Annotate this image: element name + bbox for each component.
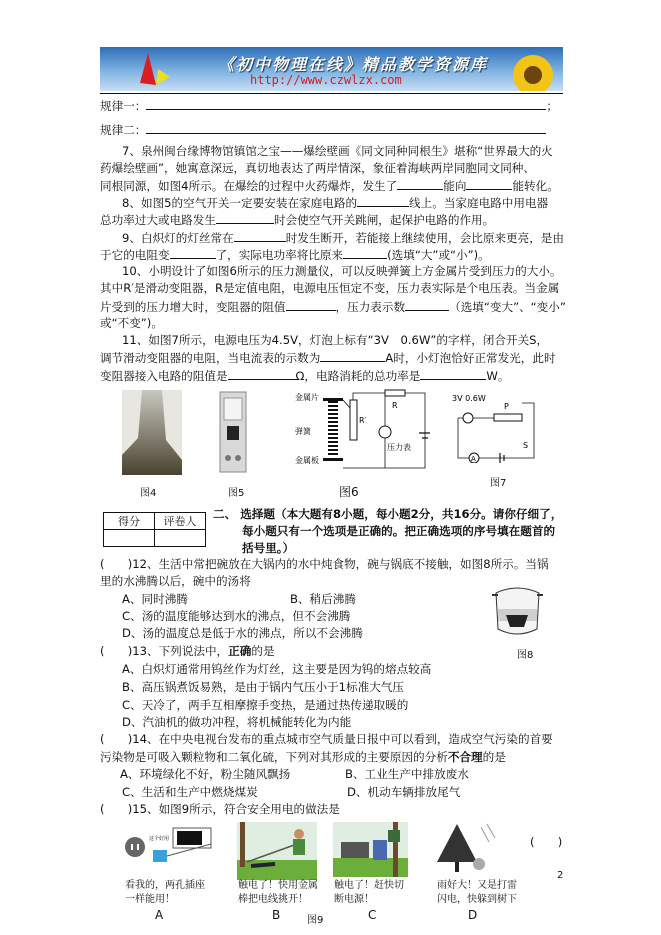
line-text: 9、白炽灯的灯丝常在 — [122, 231, 234, 245]
line-text: 11、如图7所示，电源电压为4.5V，灯泡上标有“3V 0.6W”的字样，闭合开关S， — [122, 333, 549, 347]
line-text: 线上。当家庭电路中用电器 — [409, 196, 549, 210]
line-text: 总功率过大或电路发生 — [100, 213, 216, 227]
figure-5-caption: 图5 — [228, 488, 245, 499]
figure-4-caption: 图4 — [140, 488, 157, 499]
ammeter-label: A — [471, 455, 476, 463]
grader-cell[interactable] — [155, 530, 206, 547]
line-text: Ω，电路消耗的总功率是 — [295, 369, 421, 383]
q15-option-letter[interactable]: D — [468, 908, 478, 922]
fill-line — [100, 280, 559, 296]
figure-6-caption: 图6 — [339, 485, 359, 499]
line-text: ，压力表示数 — [335, 300, 406, 314]
q13-emphasis: 正确 — [228, 644, 252, 658]
fill-line — [100, 160, 535, 176]
fill-line — [122, 229, 564, 246]
section-2-heading — [213, 506, 562, 557]
socket-sign: 这个好用 — [149, 836, 170, 842]
q15-option-caption: 触电了！快用金属 — [238, 880, 318, 891]
logo-icon — [130, 47, 190, 91]
label-pressure-meter: 压力表 — [387, 443, 411, 452]
line-text: 片受到的压力增大时，变阻器的阻值 — [100, 300, 286, 314]
q14-emphasis: 不合理 — [447, 750, 483, 764]
label-bulb-rating: 3V 0.6W — [452, 394, 486, 403]
fill-line — [100, 211, 494, 228]
fill-line — [122, 143, 553, 159]
line-text: 其中R′是滑动变阻器，R是定值电阻，电源电压恒定不变，压力表实际是个电压表。当金属 — [100, 281, 560, 295]
fill-line — [122, 332, 548, 348]
fill-line — [100, 97, 558, 114]
q13-option-d[interactable]: D、汽油机的做功冲程，将机械能转化为内能 — [122, 715, 352, 729]
q15-option-caption: 雨好大！又是打雷 — [437, 880, 517, 891]
fill-line — [100, 298, 566, 315]
q12-option-c[interactable]: C、汤的温度能够达到水的沸点，但不会沸腾 — [122, 609, 351, 623]
q13-stem-end: 的是 — [251, 644, 275, 658]
line-text: 8、如图5的空气开关一定要安装在家庭电路的 — [122, 196, 358, 210]
answer-blank[interactable] — [228, 367, 296, 380]
line-text: 能转化。 — [512, 179, 559, 193]
q12-option-b[interactable]: B、稍后沸腾 — [290, 592, 356, 606]
banner-title: 《初中物理在线》精品教学资源库 — [218, 55, 489, 74]
grader-header: 评卷人 — [155, 513, 206, 530]
line-text: W。 — [486, 369, 510, 383]
fill-line — [122, 263, 562, 279]
q15-option-caption: 棒把电线挑开！ — [238, 894, 308, 905]
line-text: 同根同源，如图4所示。在爆绘的过程中火药爆炸，发生了 — [100, 179, 398, 193]
line-text: 了，实际电功率将比原来 — [215, 248, 344, 262]
q13-stem-text: ( )13、下列说法中， — [100, 644, 229, 658]
figure-8-pot-image — [490, 585, 545, 637]
line-text: 规律一： — [100, 99, 147, 113]
q15-option-caption: 闪电，快躲到树下 — [437, 894, 517, 905]
answer-blank[interactable] — [146, 97, 546, 110]
q15-option-c-image — [333, 822, 408, 877]
answer-blank[interactable] — [234, 229, 286, 242]
answer-blank[interactable] — [286, 298, 336, 311]
label-spring: 弹簧 — [295, 427, 311, 436]
answer-blank[interactable] — [357, 194, 409, 207]
q14-option-d[interactable]: D、机动车辆排放尾气 — [347, 785, 461, 799]
q12-option-a[interactable]: A、同时沸腾 — [122, 592, 188, 606]
label-r: R — [392, 401, 398, 410]
q15-option-b-image — [237, 822, 317, 880]
q12-stem: ( )12、生活中常把碗放在大锅内的水中炖食物，碗与锅底不接触，如图8所示。当锅 — [100, 557, 549, 571]
line-text: 药爆绘壁画”，她寓意深远，真切地表达了两岸情深，象征着海峡两岸同胞同文同种、 — [100, 161, 535, 175]
q14-stem-end: 的是 — [482, 750, 506, 764]
line-text: （选填“变大”、“变小” — [449, 300, 566, 314]
q12-option-d[interactable]: D、汤的温度总是低于水的沸点，所以不会沸腾 — [122, 626, 363, 640]
q13-option-c[interactable]: C、天冷了，两手互相摩擦手变热，是通过热传递取暖的 — [122, 698, 409, 712]
label-s: S — [523, 441, 529, 450]
section-2-line: 二、 选择题（本大题有8小题，每小题2分，共16分。请你仔细了， — [213, 507, 563, 521]
q12-stem-cont: 里的水沸腾以后，碗中的汤将 — [100, 574, 251, 588]
q14-option-c[interactable]: C、生活和生产中燃烧煤炭 — [122, 785, 258, 799]
q13-stem — [100, 643, 275, 659]
q15-option-caption: 一样能用！ — [125, 894, 175, 905]
figure-9-caption: 图9 — [307, 915, 324, 926]
q14-stem-text: 污染物是可吸入颗粒物和二氧化硫，下列对其形成的主要原因的分析 — [100, 750, 448, 764]
fill-line — [122, 194, 548, 211]
page-number: 2 — [557, 870, 564, 881]
q14-option-a[interactable]: A、环境绿化不好，粉尘随风飘扬 — [120, 767, 291, 781]
fill-line — [100, 349, 556, 366]
fill-line — [100, 367, 509, 384]
line-text: 7、泉州闽台缘博物馆镇馆之宝——爆绘壁画《同文同种同根生》堪称“世界最大的火 — [122, 144, 553, 158]
q15-option-caption: 看我的，两孔插座 — [125, 880, 205, 891]
q15-option-caption: 断电源！ — [334, 894, 374, 905]
q13-option-b[interactable]: B、高压锅煮饭易熟，是由于锅内气压小于1标准大气压 — [122, 680, 404, 694]
score-table — [103, 512, 206, 547]
figure-7-caption: 图7 — [490, 478, 507, 489]
q15-option-d-image — [437, 822, 497, 872]
line-text: 时发生断开，若能接上继续使用，会比原来更亮，是由 — [285, 231, 564, 245]
answer-blank[interactable] — [420, 367, 486, 380]
q14-stem-cont — [100, 749, 506, 765]
answer-blank[interactable] — [343, 246, 387, 259]
q15-stem: ( )15、如图9所示，符合安全用电的做法是 — [100, 802, 340, 816]
q15-option-letter[interactable]: B — [272, 908, 281, 922]
label-metal-sheet: 金属片 — [295, 393, 319, 402]
fill-line — [100, 121, 546, 138]
figure-6-pressure-circuit — [295, 388, 430, 473]
q14-stem: ( )14、在中央电视台发布的重点城市空气质量日报中可以看到，造成空气污染的首要 — [100, 732, 553, 746]
line-text: A时，小灯泡恰好正常发光，此时 — [385, 351, 556, 365]
line-text: 调节滑动变阻器的电阻，当电流表的示数为 — [100, 351, 321, 365]
header-rule — [100, 93, 563, 94]
answer-blank[interactable] — [405, 298, 449, 311]
section-2-line: 括号里。） — [242, 541, 295, 555]
q13-option-a[interactable]: A、白炽灯通常用钨丝作为灯丝，这主要是因为钨的熔点较高 — [122, 662, 432, 676]
answer-blank[interactable] — [397, 177, 443, 190]
line-text: 能向 — [443, 179, 467, 193]
section-2-line: 每小题只有一个选项是正确的。把正确选项的序号填在题首的 — [242, 524, 556, 538]
line-text: 时会使空气开关跳闸，起保护电路的作用。 — [273, 213, 495, 227]
line-text: (选填“大”或“小”)。 — [387, 248, 490, 262]
answer-blank[interactable] — [170, 246, 216, 259]
score-cell[interactable] — [104, 530, 155, 547]
q15-option-letter[interactable]: C — [368, 908, 377, 922]
q15-option-a-image — [123, 822, 213, 867]
q15-answer-paren[interactable]: ( ) — [530, 835, 563, 849]
banner-url[interactable]: http://www.czwlzx.com — [250, 73, 402, 87]
label-metal-plate: 金属板 — [295, 456, 319, 465]
line-text: 规律二： — [100, 123, 147, 137]
header-banner — [100, 47, 563, 91]
fill-line — [100, 315, 163, 331]
line-text: 于它的电阻变 — [100, 248, 170, 262]
figure-4-mural-image — [122, 390, 182, 475]
line-text: 变阻器接入电路的阻值是 — [100, 369, 228, 383]
answer-blank[interactable] — [320, 349, 385, 362]
q14-option-b[interactable]: B、工业生产中排放废水 — [345, 767, 469, 781]
line-text: 10、小明设计了如图6所示的压力测量仪，可以反映弹簧上方金属片受到压力的大小。 — [122, 264, 562, 278]
figure-8-caption: 图8 — [517, 650, 534, 661]
q15-option-letter[interactable]: A — [155, 908, 164, 922]
answer-blank[interactable] — [466, 177, 512, 190]
fill-line — [100, 246, 490, 263]
label-r-prime: R′ — [359, 416, 367, 425]
fill-line — [100, 177, 559, 194]
figure-5-air-switch-image — [218, 390, 248, 475]
score-header: 得分 — [104, 513, 155, 530]
figure-7-lamp-circuit — [452, 393, 542, 463]
answer-blank[interactable] — [146, 121, 546, 134]
label-p: P — [504, 402, 509, 411]
line-text: 或“不变”)。 — [100, 316, 163, 330]
answer-blank[interactable] — [216, 211, 274, 224]
sunflower-icon — [495, 47, 563, 91]
q15-option-caption: 触电了！赶快切 — [334, 880, 404, 891]
line-text: ； — [546, 99, 558, 113]
